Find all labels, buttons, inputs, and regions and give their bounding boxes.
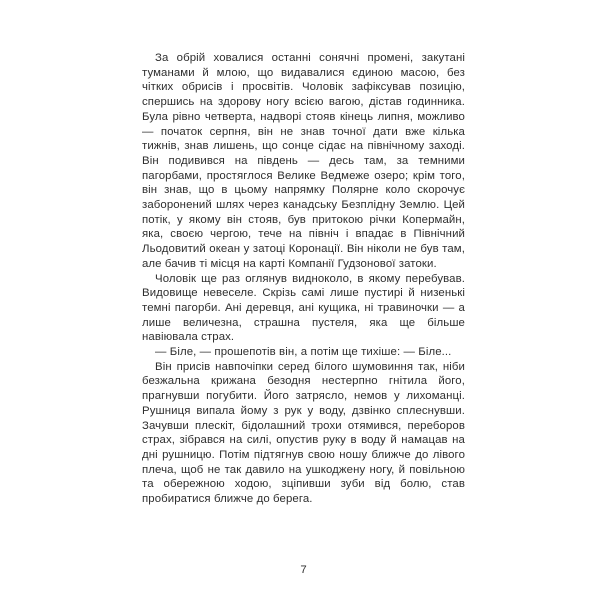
paragraph-4: Він присів навпочіпки серед білого шумовиння так, ніби безжальна крижана безодня нестерпно гнітила його, прагнувши погубити. Його затрясло, немов у лихоманці. Рушниця випала йому з рук у воду, дзвінко сплеснувши. Зачувши плескіт, бідолашний трохи отямився, переборов страх, зібрався на силі, опустив руку в воду й намацав на дні рушницю. Потім підтягнув свою ношу ближче до лівого плеча, щоб не так давило на ушкоджену ногу, й повільною та обережною ходою, зціпивши зуби від болю, став пробиратися ближче до берега. (142, 360, 465, 506)
page-number: 7 (300, 564, 307, 576)
paragraph-1: За обрій ховалися останні сонячні промені, закутані туманами й млою, що видавалися єдиною масою, без чітких обрисів і просвітів. Чоловік зафіксував позицію, спершись на здорову ногу всією вагою, дістав годинника. Була рівно четверта, надворі стояв кінець липня, можливо — початок серпня, він не знав точної дати вже кілька тижнів, знав лишень, що сонце сідає на північному заході. Він подивився на південь — десь там, за темними пагорбами, простяглося Велике Ведмеже озеро; крім того, він знав, що в цьому напрямку Полярне коло скорочує заборонений шлях через канадську Безплідну Землю. Цей потік, у якому він стояв, був притокою річки Копермайн, яка, своєю чергою, тече на північ і впадає в Північний Льодовитий океан у затоці Коронації. Він ніколи не був там, але бачив ті місця на карті Компанії Гудзонової затоки. (142, 52, 465, 270)
paragraph-2: Чоловік ще раз оглянув видноколо, в якому перебував. Видовище невеселе. Скрізь самі лише пустирі й низенькі темні пагорби. Ані деревця, ані кущика, ні травиночки — а лише величезна, страшна пустеля, яка ще більше навіювала страх. (142, 272, 465, 344)
paragraph-3-dialogue: — Біле, — прошепотів він, а потім ще тихіше: — Біле... (155, 346, 452, 359)
body-text (142, 51, 465, 507)
